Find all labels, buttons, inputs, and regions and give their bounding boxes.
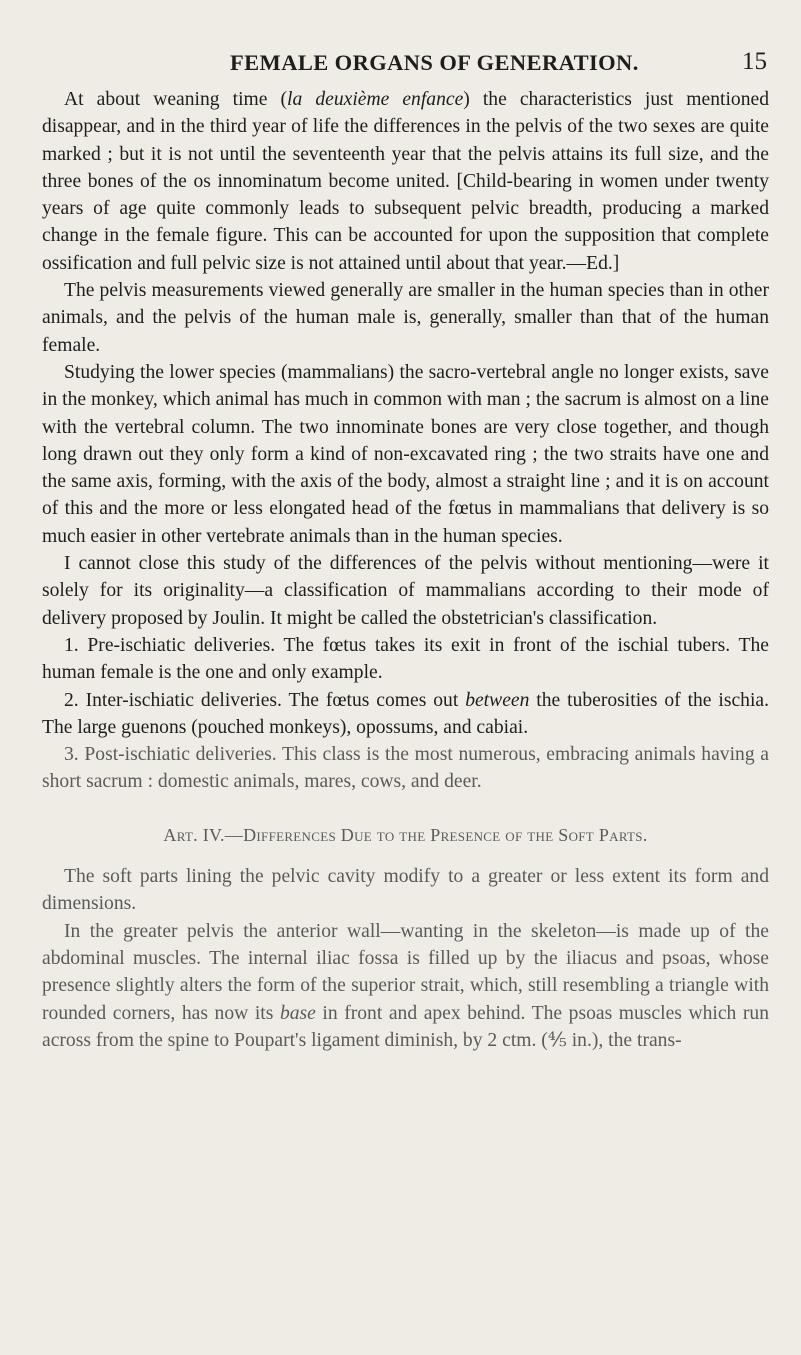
paragraph: At about weaning time (la deuxième enfance) the characteristics just mentioned disappear, and in the third year of life the differences in the pelvis of the two sexes are quite marked ; but it is not until the seventeenth year that the pelvis attains its full size, and the three bones of the os innominatum become united. [Child-bearing in women under twenty years of age quite commonly leads to subsequent pelvic breadth, producing a marked change in the female figure. This can be accounted for upon the supposition that complete ossification and full pelvic size is not attained until about that year.—Ed.] — [42, 89, 769, 274]
list-item: 2. Inter-ischiatic deliveries. The fœtus comes out between the tuberosities of the ischia. The large guenons (pouched monkeys), opossums, and cabiai. — [42, 689, 770, 738]
paragraph: The soft parts lining the pelvic cavity modify to a greater or less extent its form and dimensions. — [42, 866, 769, 915]
page-number: 15 — [742, 48, 767, 75]
list-item: 1. Pre-ischiatic deliveries. The fœtus takes its exit in front of the ischial tubers. The human female is the one and only example. — [42, 634, 769, 684]
paragraph: The pelvis measurements viewed generally are smaller in the human species than in other animals, and the pelvis of the human male is, generally, smaller than that of the human female. — [42, 280, 769, 356]
running-title: FEMALE ORGANS OF GENERATION. — [230, 50, 639, 75]
list-item: 3. Post-ischiatic deliveries. This class is the most numerous, embracing animals having a short sacrum : domestic animals, mares, cows, and deer. — [42, 744, 769, 793]
paragraph: In the greater pelvis the anterior wall—wanting in the skeleton—is made up of the abdominal muscles. The internal iliac fossa is filled up by the iliacus and psoas, whose presence slightly alters the form of the superior strait, which, still resembling a triangle with rounded corners, has now its base in front and apex behind. The psoas muscles which run across from the spine to Poupart's ligament diminish, by 2 ctm. (⅘ in.), the trans- — [42, 920, 770, 1051]
page-header — [0, 50, 801, 80]
paragraph: Studying the lower species (mammalians) the sacro-vertebral angle no longer exists, save in the monkey, which animal has much in common with man ; the sacrum is almost on a line with the vertebral column. The two innominate bones are very close together, and though long drawn out they only form a kind of non-excavated ring ; the two straits have one and the same axis, forming, with the axis of the body, almost a straight line ; and it is on account of this and the more or less elongated head of the fœtus in mammalians that delivery is so much easier in other vertebrate animals than in the human species. — [42, 361, 769, 547]
body-text — [42, 86, 769, 1054]
section-heading: Art. IV.—Differences Due to the Presence of the Soft Parts. — [163, 824, 648, 845]
paragraph: I cannot close this study of the differences of the pelvis without mentioning—were it solely for its originality—a classification of mammalians according to their mode of delivery proposed by Joulin. It might be called the obstetrician's classification. — [42, 553, 769, 629]
